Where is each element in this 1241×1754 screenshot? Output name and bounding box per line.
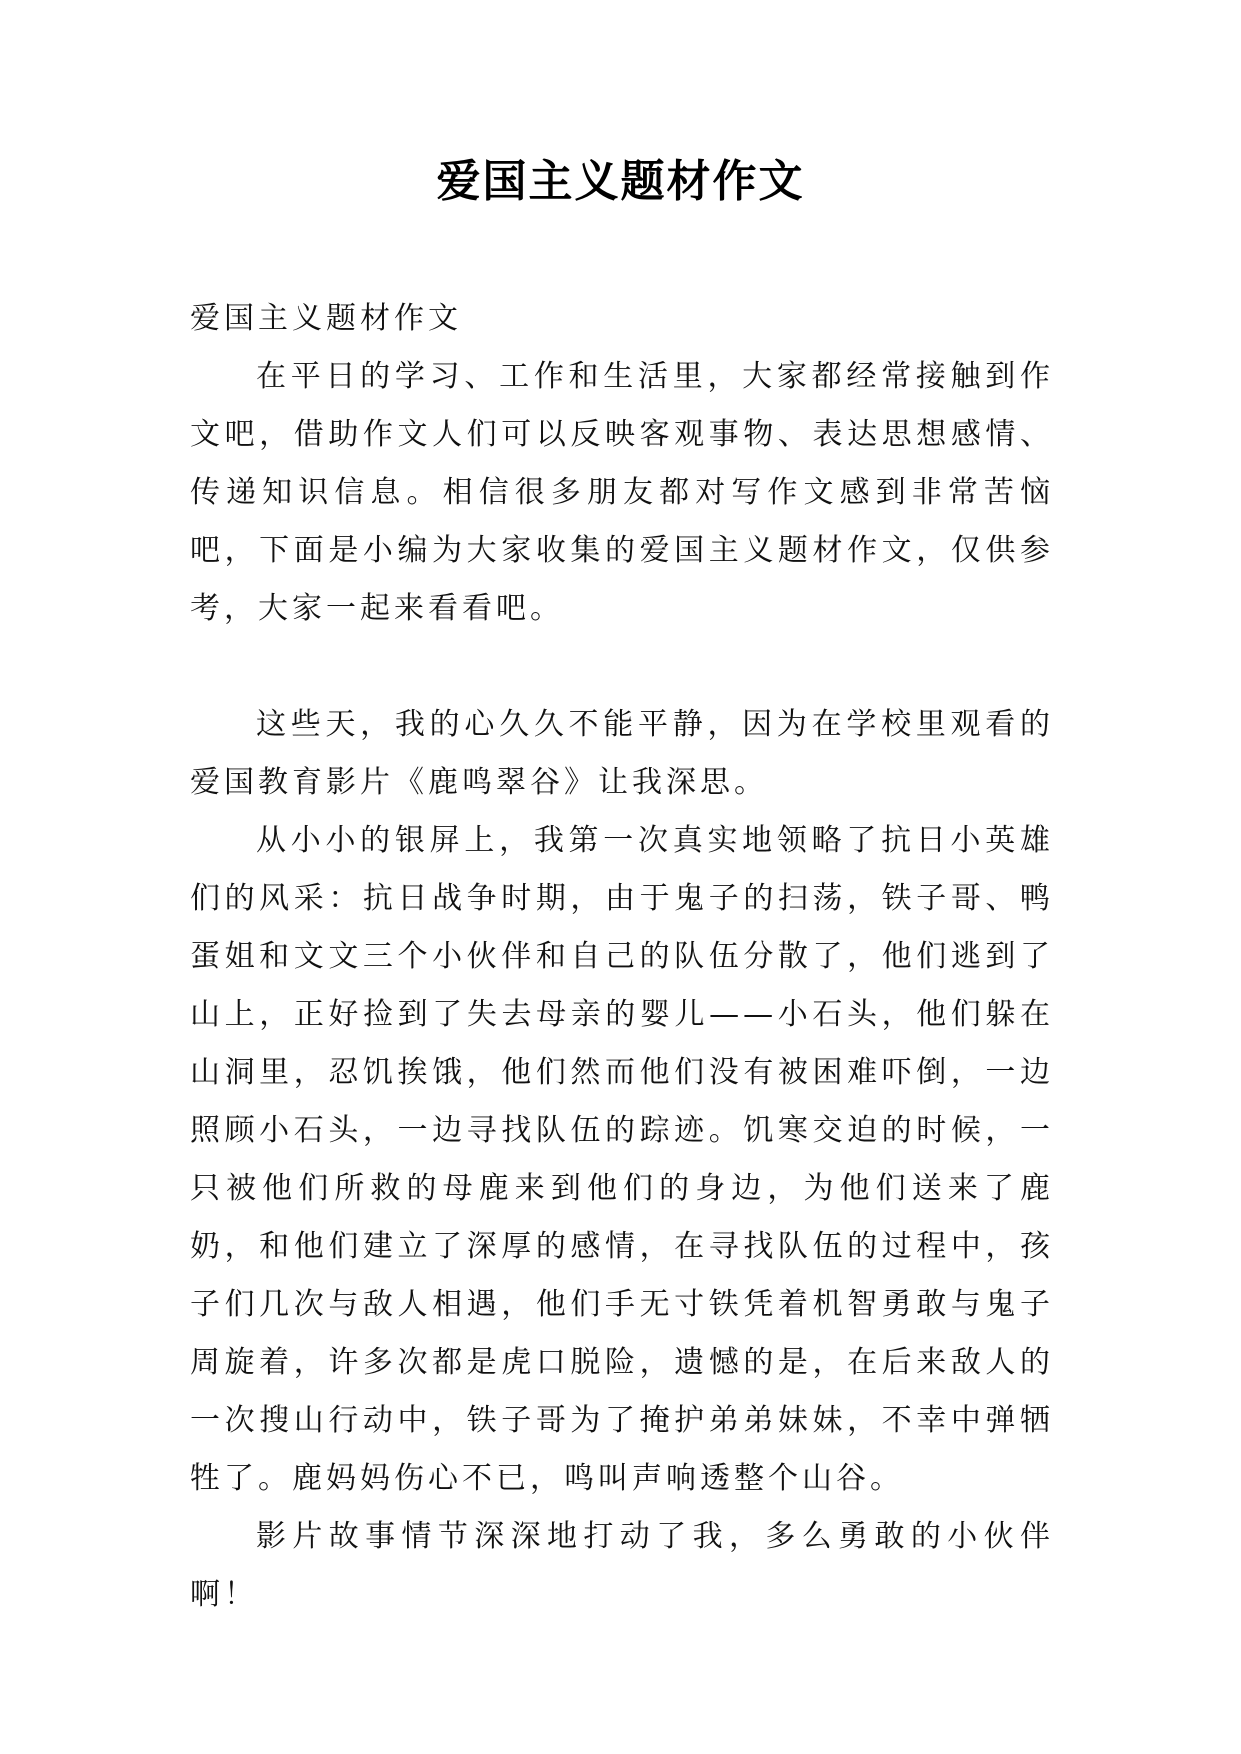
paragraph-intro: 在平日的学习、工作和生活里，大家都经常接触到作文吧，借助作文人们可以反映客观事物、表达思想感情、传递知识信息。相信很多朋友都对写作文感到非常苦恼吧，下面是小编为大家收集的爱国主义题材作文，仅供参考，大家一起来看看吧。	[190, 359, 1054, 626]
paragraph-reflection: 影片故事情节深深地打动了我，多么勇敢的小伙伴啊！	[190, 1519, 1054, 1612]
paragraph-film: 这些天，我的心久久不能平静，因为在学校里观看的爱国教育影片《鹿鸣翠谷》让我深思。	[190, 707, 1054, 800]
paragraph-spacer	[190, 638, 1054, 696]
document-title: 爱国主义题材作文	[436, 156, 805, 207]
paragraph-story: 从小小的银屏上，我第一次真实地领略了抗日小英雄们的风采：抗日战争时期，由于鬼子的扫荡，铁子哥、鸭蛋姐和文文三个小伙伴和自己的队伍分散了，他们逃到了山上，正好捡到了失去母亲的婴儿——小石头，他们躲在山洞里，忍饥挨饿，他们然而他们没有被困难吓倒，一边照顾小石头，一边寻找队伍的踪迹。饥寒交迫的时候，一只被他们所救的母鹿来到他们的身边，为他们送来了鹿奶，和他们建立了深厚的感情，在寻找队伍的过程中，孩子们几次与敌人相遇，他们手无寸铁凭着机智勇敢与鬼子周旋着，许多次都是虎口脱险，遗憾的是，在后来敌人的一次搜山行动中，铁子哥为了掩护弟弟妹妹，不幸中弹牺牲了。鹿妈妈伤心不已，鸣叫声响透整个山谷。	[190, 823, 1054, 1496]
document-subtitle: 爱国主义题材作文	[190, 301, 462, 336]
document-body	[190, 290, 1054, 1624]
